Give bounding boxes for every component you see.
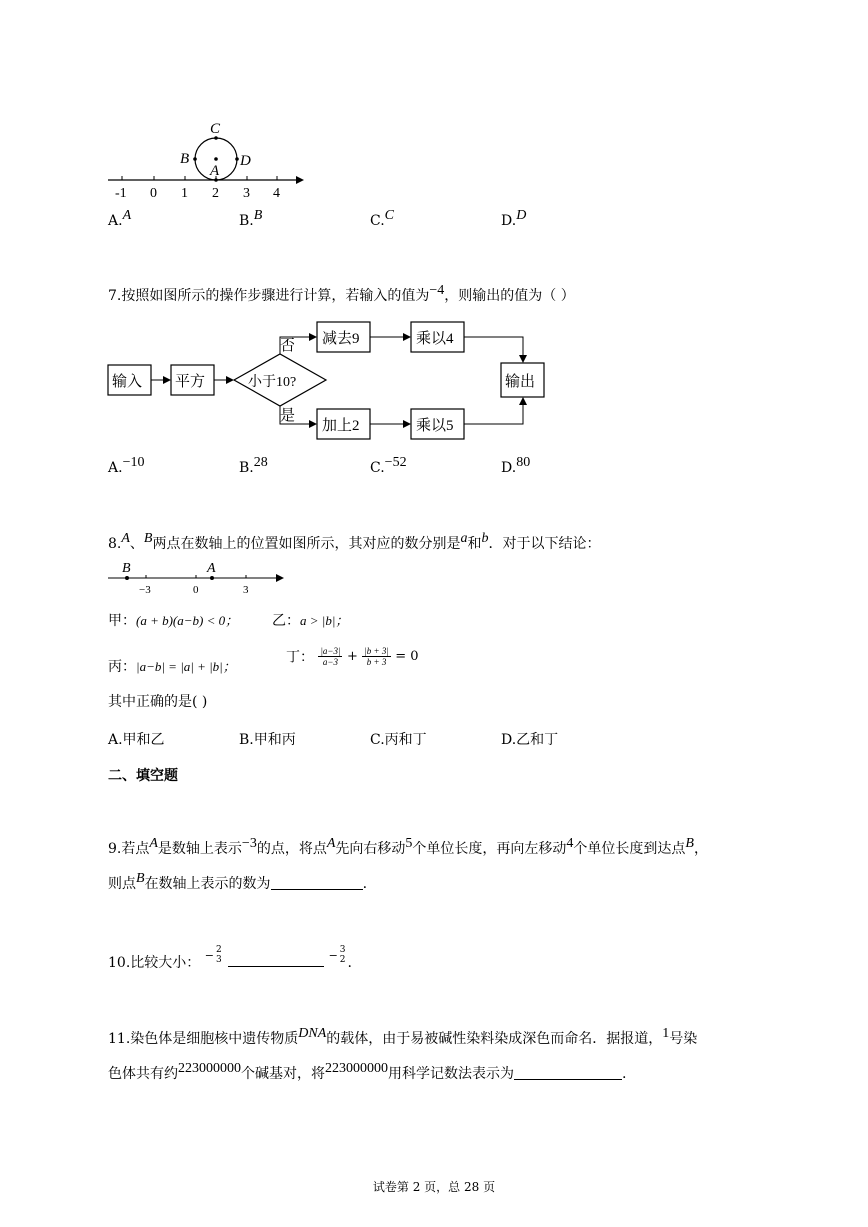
q8-fig-b: B: [122, 561, 131, 576]
flow-decision: 小于10?: [248, 375, 297, 390]
q6-tick-label: 1: [181, 186, 188, 201]
flow-plus2: 加上2: [322, 418, 360, 434]
q8-fig-a: A: [207, 561, 216, 576]
q11-line-2: 色体共有约223000000个碱基对，将223000000用科学记数法表示为 .: [108, 1061, 627, 1082]
q10-fraction-1: 2 3: [215, 945, 222, 965]
q8-option-b: B.甲和丙: [239, 732, 296, 748]
q6-option-c: C.C: [370, 208, 395, 229]
q6-option-a: A.A: [108, 208, 132, 229]
q9-line-2: 则点B在数轴上表示的数为 .: [108, 871, 368, 892]
q7-option-b: B.28: [239, 455, 268, 476]
q6-tick-label: 0: [150, 186, 157, 201]
page-footer: 试卷第 2 页，总 28 页: [372, 1180, 496, 1194]
ding-fraction-2: $\frac{|b + 3|}{b + 3}$: [364, 646, 389, 667]
q7-flowchart: [100, 318, 560, 448]
q8-statement-bing: 丙：|a−b| = |a| + |b|；: [108, 659, 236, 675]
q8-option-a: A.甲和乙: [108, 732, 165, 748]
q6-label-a: A: [210, 163, 220, 179]
q6-tick-label: 2: [212, 186, 219, 201]
q6-number-line-figure: [100, 115, 320, 205]
flow-times4: 乘以4: [416, 331, 454, 347]
flow-yes-label: 是: [280, 408, 296, 424]
q6-label-c: C: [210, 121, 221, 137]
q8-option-d: D.乙和丁: [501, 732, 559, 748]
q8-stem: 8.A、B两点在数轴上的位置如图所示，其对应的数分别是a和b．对于以下结论：: [108, 531, 601, 552]
q10-line: 10.比较大小： − 2 3 − 3 2 .: [108, 945, 352, 971]
q6-option-d: D.D: [501, 208, 527, 229]
q6-tick-label: 4: [273, 186, 280, 201]
q8-tick-label: 0: [193, 584, 199, 596]
q8-number-line-figure: [100, 556, 300, 598]
q7-stem: 7.按照如图所示的操作步骤进行计算，若输入的值为−4，则输出的值为（ ）: [108, 283, 575, 304]
q9-answer-blank[interactable]: [271, 875, 363, 890]
q7-option-c: C.−52: [370, 455, 407, 476]
q8-tick-label: −3: [139, 584, 151, 596]
q6-tick-label: 3: [243, 186, 250, 201]
flow-output: 输出: [505, 374, 536, 390]
flow-square: 平方: [175, 374, 206, 390]
flow-input: 输入: [112, 374, 143, 390]
q10-fraction-2: 3 2: [339, 945, 346, 965]
section-heading: 二、填空题: [108, 768, 178, 784]
q8-tick-label: 3: [243, 584, 249, 596]
q11-answer-blank[interactable]: [514, 1065, 622, 1080]
q10-answer-blank[interactable]: [228, 952, 324, 967]
flow-minus9: 减去9: [322, 331, 360, 347]
q8-question: 其中正确的是( ): [108, 694, 208, 710]
flow-times5: 乘以5: [416, 418, 454, 434]
q6-label-b: B: [180, 151, 190, 167]
q6-option-b: B.B: [239, 208, 263, 229]
q7-option-d: D.80: [501, 455, 531, 476]
q6-tick-label: -1: [115, 186, 127, 201]
q8-statement-yi: 乙：a > |b|；: [272, 613, 349, 629]
q7-option-a: A.−10: [108, 455, 145, 476]
q9-line-1: 9.若点A是数轴上表示−3的点，将点A先向右移动5个单位长度，再向左移动4个单位长度到达点B，: [108, 836, 708, 857]
q8-option-c: C.丙和丁: [370, 732, 427, 748]
q8-statement-jia: 甲：(a + b)(a−b) < 0；: [108, 613, 239, 629]
q8-statement-ding: 丁： $\frac{|a-3|}{a-3}$ + $\frac{|b + 3|}{b + 3}$ = 0: [286, 646, 419, 667]
q11-line-1: 11.染色体是细胞核中遗传物质DNA的载体，由于易被碱性染料染成深色而命名．据报道，1号染: [108, 1026, 698, 1047]
q6-label-d: D: [240, 153, 251, 169]
ding-fraction-1: $\frac{|a-3|}{a-3}$: [320, 646, 341, 667]
flow-no-label: 否: [280, 338, 296, 354]
